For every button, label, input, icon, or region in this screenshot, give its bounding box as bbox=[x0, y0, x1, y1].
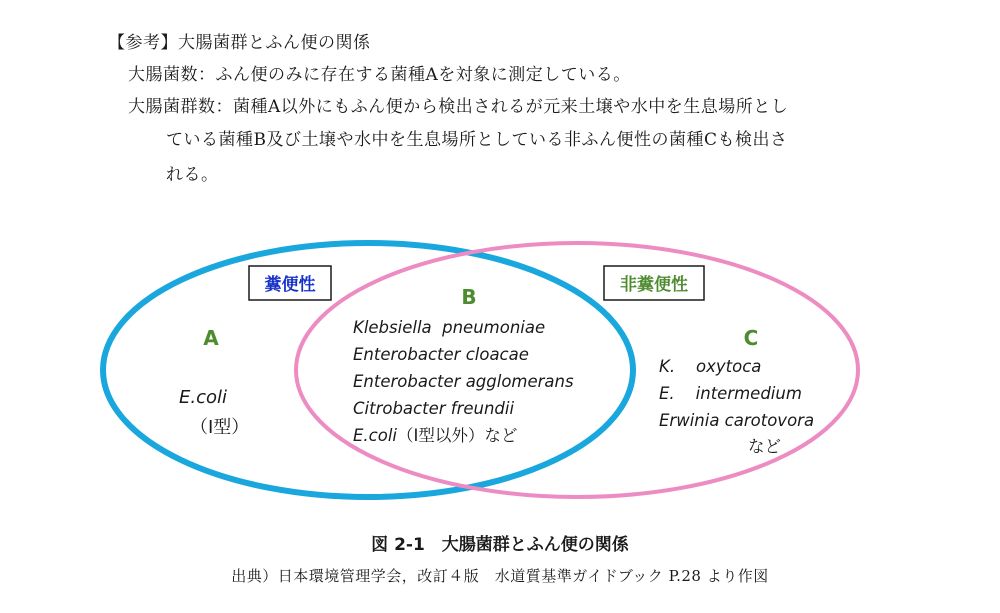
figure-caption: 図 2-1 大腸菌群とふん便の関係 bbox=[371, 535, 629, 555]
region-c-suffix: など bbox=[748, 437, 781, 456]
non-fecal-label: 非糞便性 bbox=[620, 275, 688, 295]
region-b-last-rest: （Ⅰ型以外）など bbox=[397, 426, 518, 445]
region-a-item: （Ⅰ型） bbox=[190, 417, 250, 438]
region-c-label: C bbox=[743, 326, 759, 350]
region-b-item: Enterobacter cloacae bbox=[353, 345, 529, 364]
region-b-last-italic: E.coli bbox=[353, 426, 398, 445]
region-c-item: Erwinia carotovora bbox=[659, 411, 815, 430]
coliform-count-definition-line-3: れる。 bbox=[166, 165, 219, 185]
region-b-item: Klebsiella pneumoniae bbox=[353, 318, 546, 337]
region-b-item: Citrobacter freundii bbox=[353, 399, 515, 418]
region-b-item: Enterobacter agglomerans bbox=[353, 372, 574, 391]
region-a-item: E.coli bbox=[179, 387, 228, 408]
figure-source: 出典）日本環境管理学会，改訂４版 水道質基準ガイドブック P.28 より作図 bbox=[231, 567, 769, 585]
reference-heading: 【参考】大腸菌群とふん便の関係 bbox=[108, 33, 371, 53]
fecal-label: 糞便性 bbox=[264, 275, 316, 295]
non-fecal-ellipse bbox=[296, 243, 858, 497]
coliform-count-definition-line-1: 大腸菌群数：菌種A以外にもふん便から検出されるが元来土壌や水中を生息場所とし bbox=[128, 97, 789, 117]
coliform-count-definition-line-2: ている菌種B及び土壌や水中を生息場所としている非ふん便性の菌種Cも検出さ bbox=[166, 130, 788, 150]
region-b-last-item bbox=[353, 426, 517, 445]
region-b-label: B bbox=[461, 285, 477, 309]
e-coli-count-definition: 大腸菌数：ふん便のみに存在する菌種Aを対象に測定している。 bbox=[128, 65, 631, 85]
fecal-ellipse bbox=[103, 243, 633, 497]
region-c-item: K. oxytoca bbox=[659, 357, 762, 376]
region-a-label: A bbox=[203, 326, 219, 350]
region-c-item: E. intermedium bbox=[659, 384, 802, 403]
